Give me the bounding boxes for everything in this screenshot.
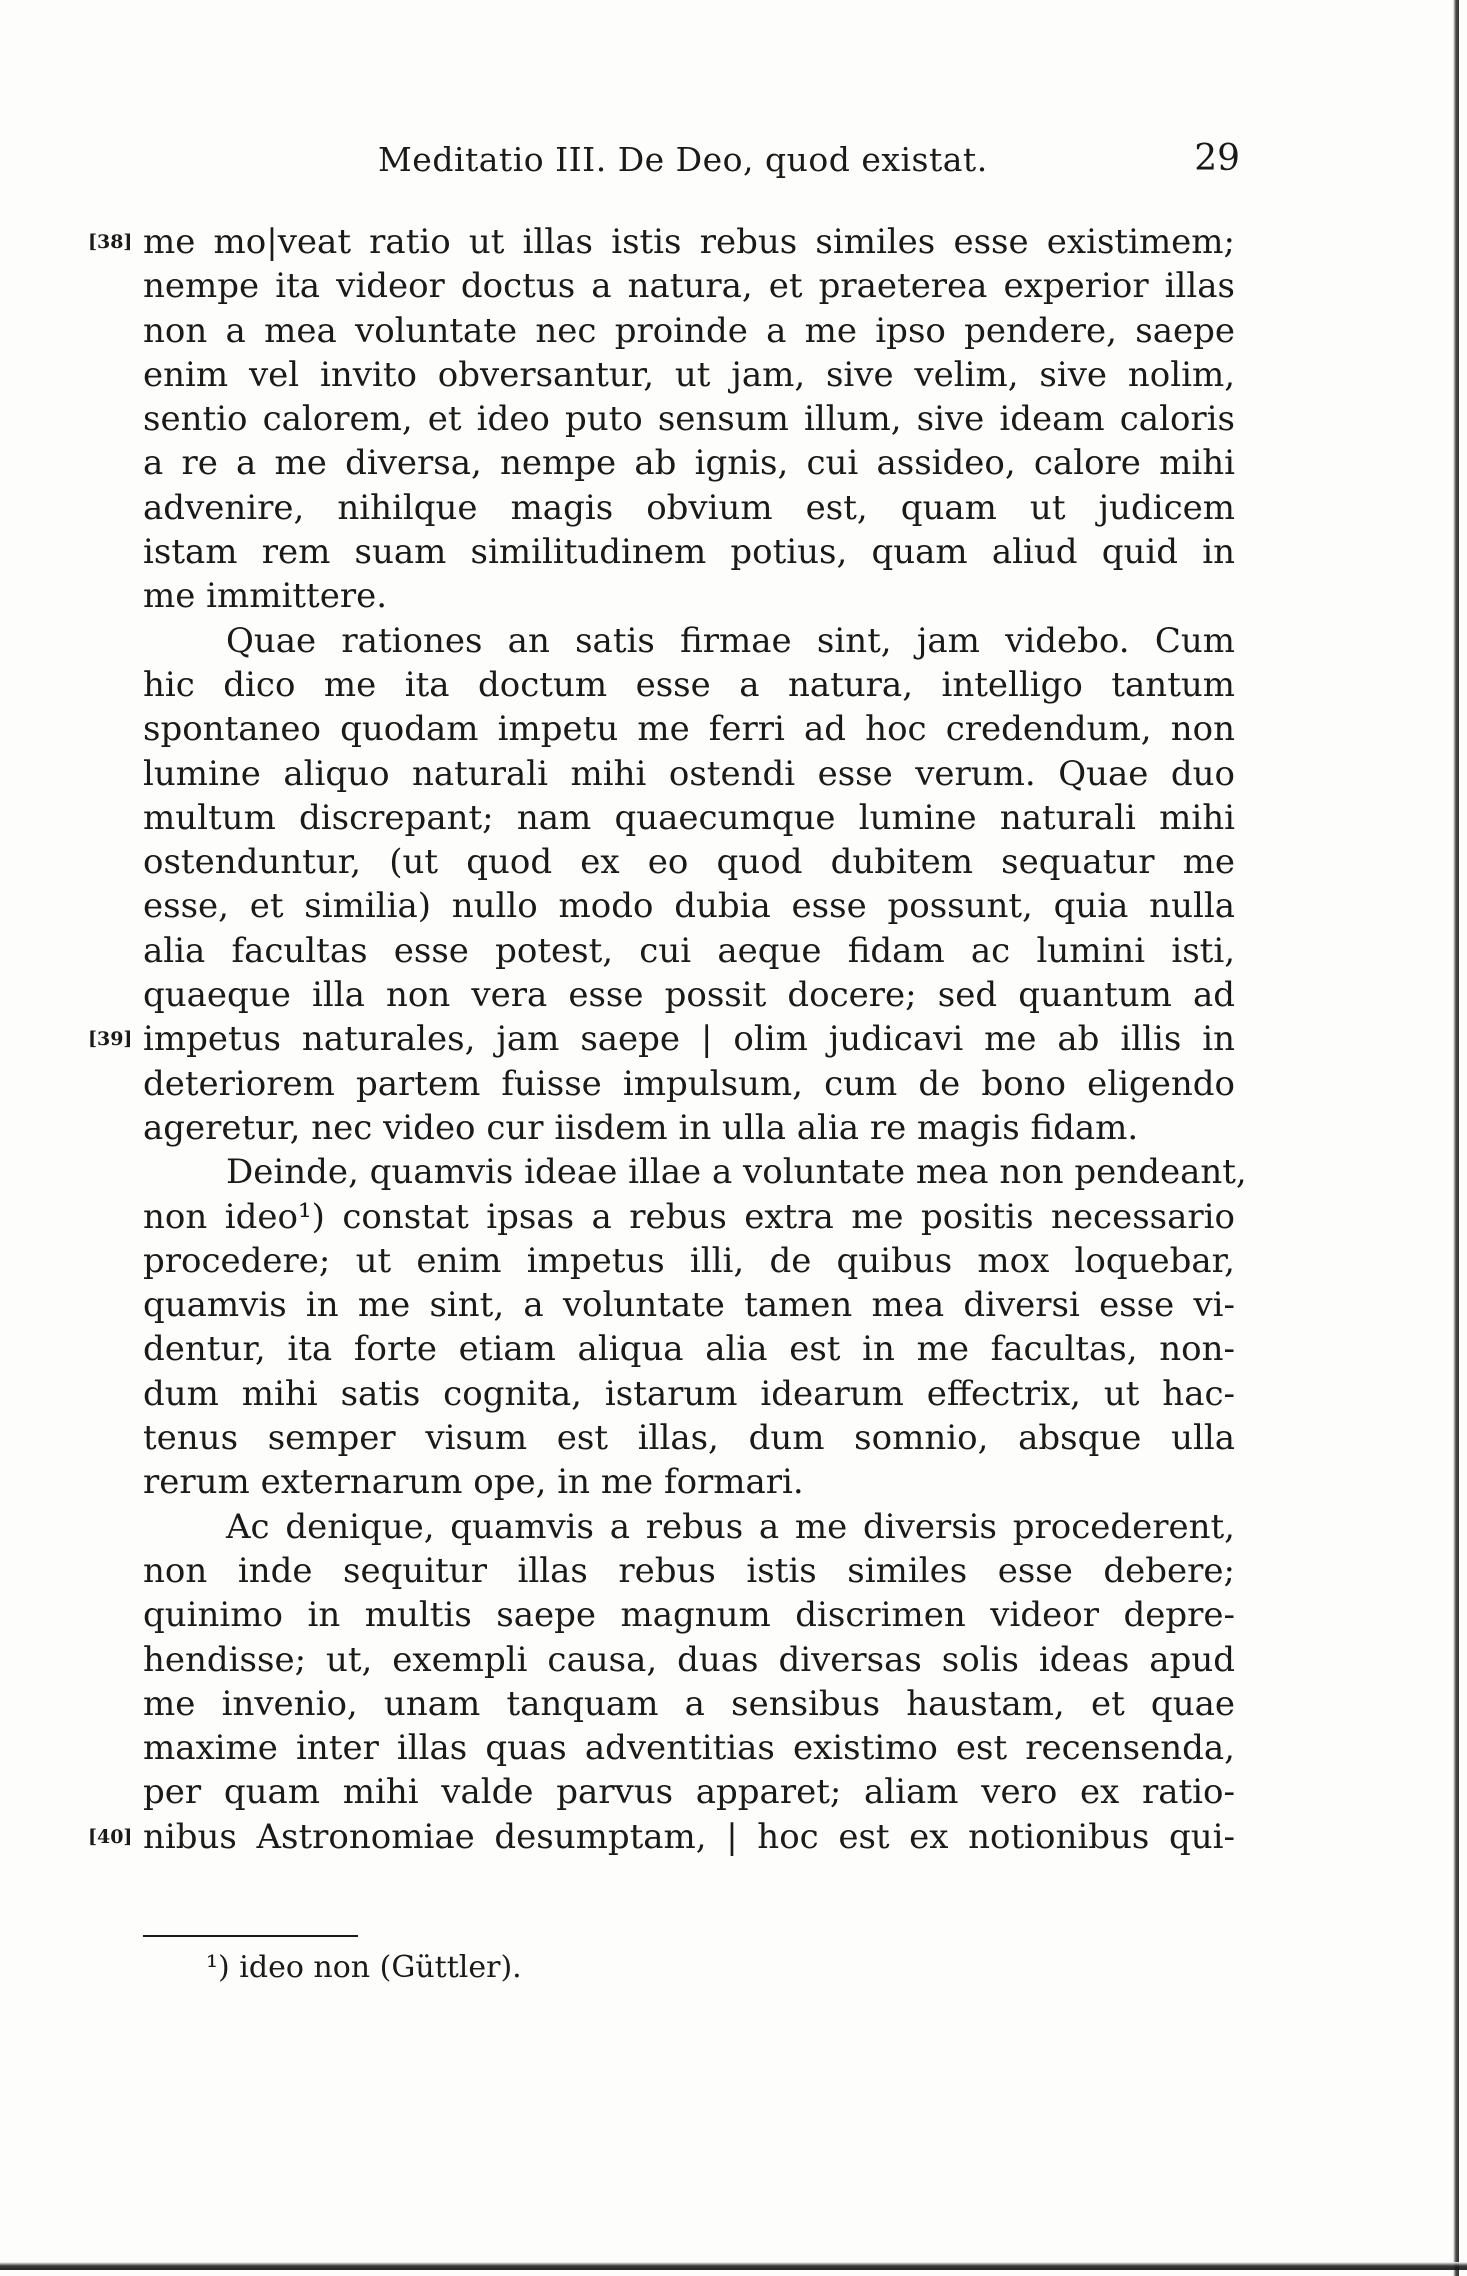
text-line bbox=[143, 884, 1235, 928]
text-line bbox=[143, 840, 1235, 884]
line-text: Deinde, quamvis ideae illae a voluntate mea non pendeant, bbox=[226, 1152, 1247, 1193]
text-line bbox=[143, 796, 1235, 840]
line-text: quinimo in multis saepe magnum discrimen videor depre- bbox=[143, 1595, 1235, 1636]
text-line bbox=[143, 441, 1235, 485]
line-text: Ac denique, quamvis a rebus a me diversis procederent, bbox=[226, 1506, 1235, 1547]
running-header bbox=[140, 140, 1240, 190]
line-text: non a mea voluntate nec proinde a me ipso pendere, saepe bbox=[143, 310, 1235, 351]
line-text: non ideo¹) constat ipsas a rebus extra me positis necessario bbox=[143, 1196, 1235, 1237]
text-line bbox=[143, 1327, 1235, 1371]
line-text: deteriorem partem fuisse impulsum, cum de bono eligendo bbox=[143, 1063, 1235, 1104]
text-line bbox=[143, 1638, 1235, 1682]
footnote-divider bbox=[143, 1935, 358, 1937]
line-text: me immittere. bbox=[143, 576, 388, 617]
line-text: hic dico me ita doctum esse a natura, intelligo tantum bbox=[143, 664, 1235, 705]
line-text: quamvis in me sint, a voluntate tamen mea diversi esse vi- bbox=[143, 1285, 1235, 1326]
line-text: advenire, nihilque magis obvium est, quam ut judicem bbox=[143, 487, 1235, 528]
text-line bbox=[143, 663, 1235, 707]
text-line bbox=[143, 1416, 1235, 1460]
text-line bbox=[143, 353, 1235, 397]
text-line bbox=[143, 1106, 1235, 1150]
line-text: me mo|veat ratio ut illas istis rebus similes esse existimem; bbox=[143, 222, 1235, 262]
text-line bbox=[143, 707, 1235, 751]
line-text: enim vel invito obversantur, ut jam, sive velim, sive nolim, bbox=[143, 354, 1235, 395]
text-line bbox=[143, 752, 1235, 796]
line-text: nibus Astronomiae desumptam, | hoc est ex notionibus qui- bbox=[143, 1816, 1235, 1857]
line-text: tenus semper visum est illas, dum somnio, absque ulla bbox=[143, 1418, 1235, 1459]
text-line bbox=[143, 1283, 1235, 1327]
text-line bbox=[88, 1017, 1235, 1061]
body-text bbox=[88, 220, 1247, 1859]
line-text: a re a me diversa, nempe ab ignis, cui assideo, calore mihi bbox=[143, 443, 1235, 484]
line-text: rerum externarum ope, in me formari. bbox=[143, 1462, 804, 1503]
text-line bbox=[88, 220, 1235, 264]
line-text: esse, et similia) nullo modo dubia esse possunt, quia nulla bbox=[143, 886, 1235, 927]
text-line bbox=[143, 929, 1235, 973]
page-bottom-shadow bbox=[0, 2262, 1467, 2270]
text-line bbox=[143, 1770, 1235, 1814]
page-edge-shadow bbox=[1453, 0, 1459, 2276]
running-title: Meditatio III. De Deo, quod existat. bbox=[378, 140, 988, 179]
text-line bbox=[143, 309, 1235, 353]
line-text: dentur, ita forte etiam aliqua alia est in me facultas, non- bbox=[143, 1329, 1235, 1370]
text-line bbox=[143, 973, 1235, 1017]
line-text: Quae rationes an satis firmae sint, jam videbo. Cum bbox=[226, 620, 1235, 661]
line-text: impetus naturales, jam saepe | olim judicavi me ab illis in bbox=[143, 1019, 1235, 1060]
line-text: spontaneo quodam impetu me ferri ad hoc credendum, non bbox=[143, 709, 1235, 750]
line-text: per quam mihi valde parvus apparet; aliam vero ex ratio- bbox=[143, 1772, 1235, 1813]
text-line bbox=[143, 1150, 1247, 1194]
text-line bbox=[143, 1682, 1235, 1726]
line-text: non inde sequitur illas rebus istis similes esse debere; bbox=[143, 1550, 1235, 1591]
line-text: alia facultas esse potest, cui aeque fidam ac lumini isti, bbox=[143, 930, 1235, 971]
text-line bbox=[88, 1815, 1235, 1859]
text-line bbox=[143, 1062, 1235, 1106]
text-line bbox=[143, 486, 1235, 530]
text-line bbox=[143, 397, 1235, 441]
line-text: procedere; ut enim impetus illi, de quibus mox loquebar, bbox=[143, 1240, 1235, 1281]
text-line bbox=[143, 1460, 1235, 1504]
text-line bbox=[143, 1505, 1235, 1549]
text-line bbox=[143, 1195, 1235, 1239]
line-text: maxime inter illas quas adventitias existimo est recensenda, bbox=[143, 1728, 1235, 1769]
text-line bbox=[143, 1239, 1235, 1283]
text-line bbox=[143, 1549, 1235, 1593]
text-line bbox=[143, 574, 1235, 618]
footnote: ¹) ideo non (Güttler). bbox=[206, 1950, 522, 1985]
line-text: dum mihi satis cognita, istarum idearum effectrix, ut hac- bbox=[143, 1373, 1235, 1414]
line-text: ostenduntur, (ut quod ex eo quod dubitem sequatur me bbox=[143, 842, 1235, 883]
page-reference-marker: [40] bbox=[88, 1825, 133, 1848]
line-text: istam rem suam similitudinem potius, quam aliud quid in bbox=[143, 532, 1235, 573]
text-line bbox=[143, 1726, 1235, 1770]
text-line bbox=[143, 530, 1235, 574]
text-line bbox=[143, 1372, 1235, 1416]
line-text: lumine aliquo naturali mihi ostendi esse verum. Quae duo bbox=[143, 753, 1235, 794]
page-reference-marker: [39] bbox=[88, 1028, 133, 1051]
line-text: hendisse; ut, exempli causa, duas diversas solis ideas apud bbox=[143, 1639, 1235, 1680]
page-reference-marker: [38] bbox=[88, 231, 133, 253]
page-number: 29 bbox=[1194, 138, 1240, 179]
text-line bbox=[143, 619, 1235, 663]
text-line bbox=[143, 1593, 1235, 1637]
line-text: sentio calorem, et ideo puto sensum illum, sive ideam caloris bbox=[143, 399, 1235, 440]
text-line bbox=[143, 264, 1235, 308]
line-text: nempe ita videor doctus a natura, et praeterea experior illas bbox=[143, 266, 1235, 307]
line-text: me invenio, unam tanquam a sensibus haustam, et quae bbox=[143, 1683, 1235, 1724]
line-text: ageretur, nec video cur iisdem in ulla alia re magis fidam. bbox=[143, 1107, 1139, 1148]
line-text: quaeque illa non vera esse possit docere; sed quantum ad bbox=[143, 975, 1235, 1016]
line-text: multum discrepant; nam quaecumque lumine naturali mihi bbox=[143, 797, 1235, 838]
